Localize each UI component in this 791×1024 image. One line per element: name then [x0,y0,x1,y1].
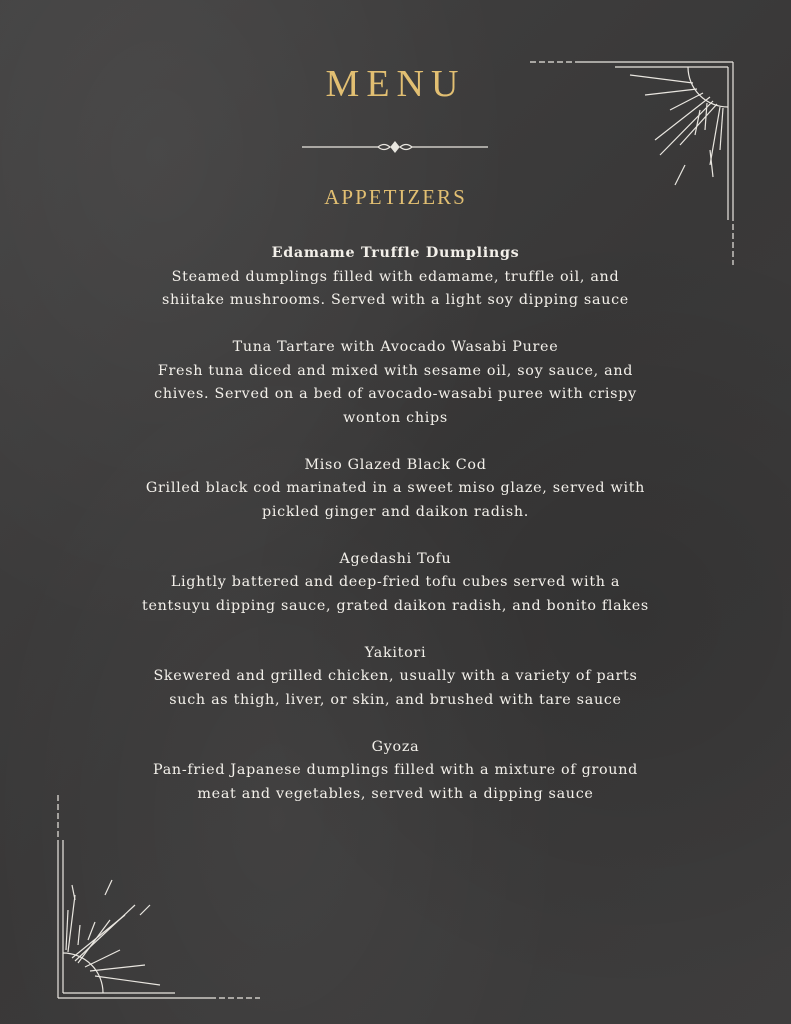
ornamental-divider [300,139,490,155]
menu-item [140,642,651,713]
menu-item-description: Steamed dumplings filled with edamame, truffle oil, and shiitake mushrooms. Served with a light soy dipping sauce [162,268,629,308]
menu-item-list [140,242,651,830]
menu-item-name: Yakitori [364,644,427,661]
menu-item [140,454,651,525]
menu-item-name: Tuna Tartare with Avocado Wasabi Puree [232,339,559,355]
menu-item [140,336,651,430]
menu-item-name: Agedashi Tofu [339,550,452,567]
menu-item [140,242,651,313]
menu-item-name: Gyoza [371,738,420,755]
menu-item-description: Lightly battered and deep-fried tofu cubes served with a tentsuyu dipping sauce, grated daikon radish, and bonito flakes [142,574,649,614]
menu-item-description: Fresh tuna diced and mixed with sesame oil, soy sauce, and chives. Served on a bed of avocado-wasabi puree with crispy wonton chips [154,362,637,426]
menu-item-name: Edamame Truffle Dumplings [271,245,520,261]
menu-item-description: Pan-fried Japanese dumplings filled with a mixture of ground meat and vegetables, served with a dipping sauce [153,762,638,802]
section-heading: APPETIZERS [324,185,467,209]
menu-title: MENU [325,63,466,105]
menu-item-name: Miso Glazed Black Cod [304,456,487,473]
menu-item-description: Grilled black cod marinated in a sweet miso glaze, served with pickled ginger and daikon radish. [145,480,646,520]
menu-item [140,736,651,807]
menu-item-description: Skewered and grilled chicken, usually with a variety of parts such as thigh, liver, or skin, and brushed with tare sauce [153,668,638,708]
menu-item [140,548,651,619]
